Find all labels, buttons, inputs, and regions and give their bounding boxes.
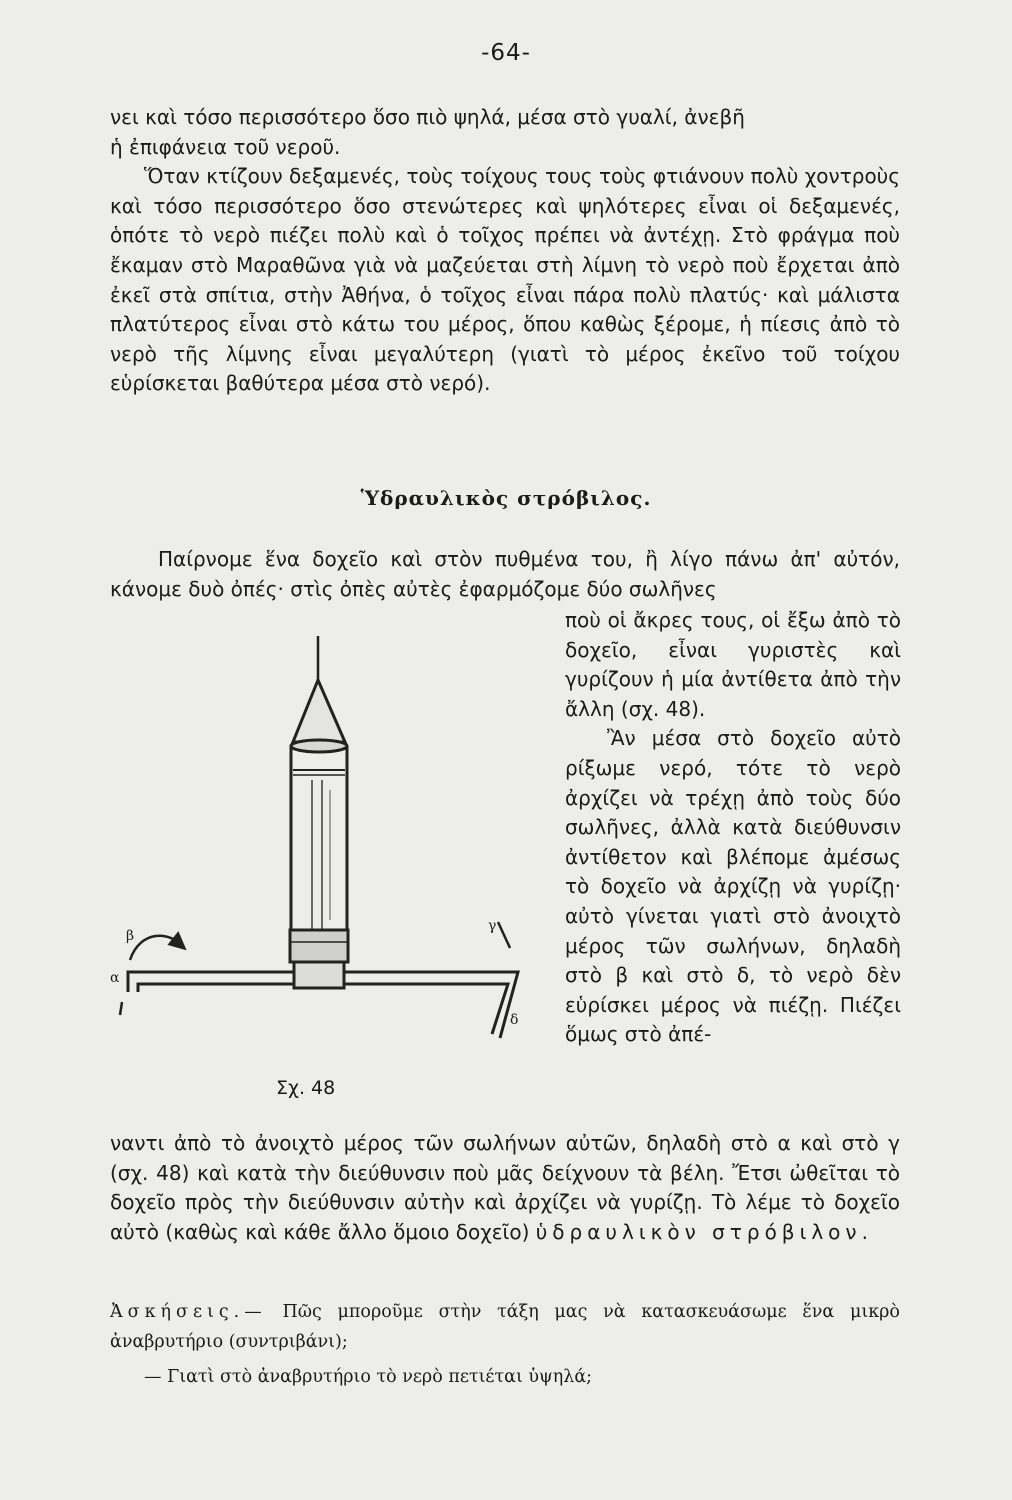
exercises-label: Ἀσκήσεις.— [110, 1302, 267, 1322]
section-heading: Ὑδραυλικὸς στρόβιλος. [360, 486, 652, 510]
right-column-part: Ἂν μέσα στὸ δοχεῖο αὐτὸ ρίξωμε νερό, τότε τὸ νερὸ ἀρχίζει νὰ τρέχῃ ἀπὸ τοὺς δύο σωλῆνες, ἀλλὰ κατὰ διεύθυνσιν ἀντίθετον καὶ βλέπομε ἀμέσως τὸ δοχεῖο νὰ ἀρχίζῃ νὰ γυρίζῃ· αὐτὸ γίνεται γιατὶ στὸ ἀνοιχτὸ μέρος τῶν σωλήνων, δηλαδὴ στὸ β καὶ στὸ δ, τὸ νερὸ δὲν εὑρίσκει μέρος νὰ πιέζῃ. Πιέζει ὅμως στὸ ἀπέ- [565, 726, 901, 1047]
label-delta: δ [510, 1012, 519, 1028]
paragraph-reservoirs [110, 103, 900, 399]
exercise-question: — Γιατὶ στὸ ἀναβρυτήριο τὸ νερὸ πετιέται ὑψηλά; [144, 1367, 593, 1387]
paragraph-conclusion [110, 1129, 900, 1247]
label-gamma: γ [488, 918, 497, 934]
right-column-part: ποὺ οἱ ἄκρες τους, οἱ ἔξω ἀπὸ τὸ δοχεῖο, εἶναι γυριστὲς καὶ γυρίζουν ἡ μία ἀντίθετα ἀπὸ τὴν ἄλλη (σχ. 48). [565, 608, 901, 721]
paragraph-line: νει καὶ τόσο περισσότερο ὅσο πιὸ ψηλά, μέσα στὸ γυαλί, ἀνεβῆ [110, 105, 745, 129]
turbine-figure [100, 630, 540, 1070]
exercise-question: Πῶς μποροῦμε στὴν τάξη μας νὰ κατασκευάσωμε ἕνα μικρὸ ἀναβρυτήριο (συντριβάνι); [110, 1302, 900, 1352]
page-number: -64- [481, 40, 531, 66]
paragraph-text: ναντι ἀπὸ τὸ ἀνοιχτὸ μέρος τῶν σωλήνων αὐτῶν, δηλαδὴ στὸ α καὶ στὸ γ (σχ. 48) καὶ κατὰ τὴν διεύθυνσιν ποὺ μᾶς δείχνουν τὰ βέλη. Ἔτσι ὠθεῖται τὸ δοχεῖο πρὸς τὴν διεύθυνσιν αὐτὴν καὶ ἀρχίζει νὰ γυρίζῃ. Τὸ λέμε τὸ δοχεῖο αὐτὸ (καθὼς καὶ κάθε ἄλλο ὅμοιο δοχεῖο) [110, 1131, 900, 1244]
label-beta: β [126, 928, 135, 944]
right-column-text [565, 606, 901, 1050]
exercise-1 [110, 1297, 900, 1357]
paragraph-text: Ὅταν κτίζουν δεξαμενές, τοὺς τοίχους τους τοὺς φτιάνουν πολὺ χοντροὺς καὶ τόσο περισσότερο ὅσο στενώτερες καὶ ψηλότερες εἶναι οἱ δεξαμενές, ὁπότε τὸ νερὸ πιέζει πολὺ καὶ ὁ τοῖχος πρέπει νὰ ἀντέχῃ. Στὸ φράγμα ποὺ ἔκαμαν στὸ Μαραθῶνα γιὰ νὰ μαζεύεται στὴ λίμνη τὸ νερὸ ποὺ ἔρχεται ἀπὸ ἐκεῖ στὰ σπίτια, στὴν Ἀθήνα, ὁ τοῖχος εἶναι πάρα πολὺ πλατύς· καὶ μάλιστα πλατύτερος εἶναι στὸ κάτω του μέρος, ὅπου καθὼς ξέρομε, ἡ πίεσις ἀπὸ τὸ νερὸ τῆς λίμνης εἶναι μεγαλύτερη (γιατὶ τὸ μέρος ἐκεῖνο τοῦ τοίχου εὑρίσκεται βαθύτερα μέσα στὸ νερό). [110, 164, 900, 396]
term-hydraulic-turbine: ὑδραυλικὸν στρόβιλον. [535, 1219, 873, 1244]
figure-caption: Σχ. 48 [276, 1077, 336, 1099]
exercise-2 [110, 1362, 900, 1392]
label-alpha: α [110, 970, 120, 986]
paragraph-intro: Παίρνομε ἕνα δοχεῖο καὶ στὸν πυθμένα του, ἢ λίγο πάνω ἀπ' αὐτόν, κάνομε δυὸ ὀπές· στὶς ὀπὲς αὐτὲς ἐφαρμόζομε δύο σωλῆνες [110, 547, 900, 601]
turbine-drawing [100, 630, 540, 1070]
paragraph-line: ἡ ἐπιφάνεια τοῦ νεροῦ. [110, 134, 341, 159]
